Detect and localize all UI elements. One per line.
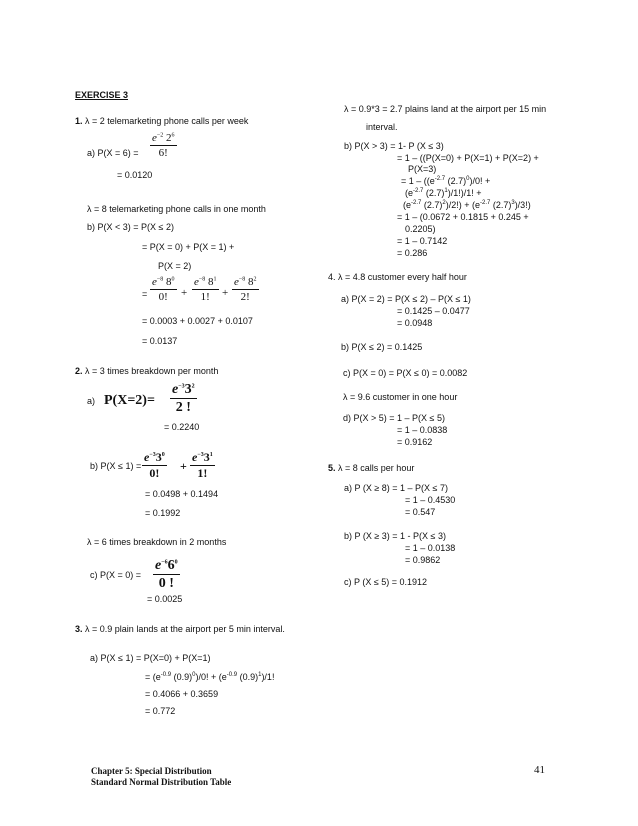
q2a-label: a) (87, 396, 96, 406)
q3-header (75, 624, 285, 635)
q2b-fraction-2: $e^{-3}3^1$ 1! (192, 450, 213, 480)
q4d-line2: = 1 – 0.0838 (397, 425, 448, 435)
q1b-plus-2: + (222, 287, 229, 299)
q2c-label: c) P(X = 0) = (90, 570, 142, 580)
q3a-line1: a) P(X ≤ 1) = P(X=0) + P(X=1) (90, 653, 211, 663)
q4c-line1: c) P(X = 0) = P(X ≤ 0) = 0.0082 (343, 368, 468, 378)
q5-number: 5. (328, 463, 336, 473)
q4b-line1: b) P(X ≤ 2) = 0.1425 (341, 342, 423, 352)
q2a-lhs: P(X=2)= (104, 393, 155, 408)
q4a-line2: = 0.1425 – 0.0477 (397, 306, 470, 316)
q3a-line4: = 0.772 (145, 706, 176, 716)
q3b-line8: 0.2205) (405, 224, 436, 234)
q3-lambda2-cont: interval. (366, 122, 398, 132)
q2-lambda2: λ = 6 times breakdown in 2 months (87, 537, 227, 547)
q4-number: 4. (328, 272, 336, 282)
q4d-line3: = 0.9162 (397, 437, 433, 447)
exercise-title: EXERCISE 3 (75, 90, 129, 100)
q3a-line3: = 0.4066 + 0.3659 (145, 689, 219, 699)
q3b-line9: = 1 – 0.7142 (397, 236, 448, 246)
q3a-line2: = ($e^{-0.9}$ $(0.9)^0)/0$! + ($e^{-0.9}$ $(0.9)^1)/1$! (145, 672, 275, 682)
q1-number: 1. (75, 116, 83, 126)
q3-lambda1: λ = 0.9 plain lands at the airport per 5 min interval. (85, 624, 285, 634)
q2b-sum: = 0.0498 + 0.1494 (145, 489, 219, 499)
q2b-label: b) P(X ≤ 1) = (90, 461, 142, 471)
q5a-line1: a) P (X ≥ 8) = 1 – P(X ≤ 7) (344, 483, 449, 493)
q4-lambda1: λ = 4.8 customer every half hour (338, 272, 467, 282)
q4-lambda2: λ = 9.6 customer in one hour (343, 392, 458, 402)
q1-lambda1: λ = 2 telemarketing phone calls per week (85, 116, 249, 126)
q5b-line2: = 1 – 0.0138 (405, 543, 456, 553)
q3b-line4: = $1 - ((e^{-2.7}$ $(2.7)^0)/0$! + (401, 176, 491, 186)
q2a-fraction: $e^{-3}3^2$ 2 ! (172, 382, 195, 415)
q1b-equals: = (142, 289, 148, 299)
q5c-line1: c) P (X ≤ 5) = 0.1912 (344, 577, 428, 587)
q2c-result: = 0.0025 (147, 594, 183, 604)
q5-lambda1: λ = 8 calls per hour (338, 463, 415, 473)
q2b-fraction-1: $e^{-3}3^0$ 0! (144, 450, 165, 480)
q1b-fraction-2: $e^{-8}$ $8^1$ 1! (194, 276, 217, 303)
q3b-line7: = 1 – (0.0672 + 0.1815 + 0.245 + (397, 212, 529, 222)
q3b-line2: = 1 – ((P(X=0) + P(X=1) + P(X=2) + (397, 153, 539, 163)
q5a-line2: = 1 – 0.4530 (405, 495, 456, 505)
q3-number: 3. (75, 624, 83, 634)
q4-header (328, 272, 467, 283)
q1b-sum: = 0.0003 + 0.0027 + 0.0107 (142, 316, 253, 326)
q5b-line3: = 0.9862 (405, 555, 441, 565)
q1b-line3: P(X = 2) (158, 261, 192, 271)
footer-subtitle: Standard Normal Distribution Table (91, 777, 232, 787)
q1-header (75, 116, 248, 127)
q2-header (75, 366, 218, 377)
q3b-line6: ($e^{-2.7}$ $(2.7)^2)/2!) + (e^{-2.7}$ $(2.7)^3)/3$!) (403, 200, 531, 210)
q1b-line1: b) P(X < 3) = P(X ≤ 2) (87, 222, 174, 232)
q3b-line10: = 0.286 (397, 248, 428, 258)
q3b-line5: ($e^{-2.7}$ $(2.7)^1)/1!)/1$! + (405, 188, 482, 198)
q4a-line1: a) P(X = 2) = P(X ≤ 2) – P(X ≤ 1) (341, 294, 471, 304)
q2-number: 2. (75, 366, 83, 376)
q1b-result: = 0.0137 (142, 336, 178, 346)
q5-header (328, 463, 414, 474)
q2-lambda1: λ = 3 times breakdown per month (85, 366, 219, 376)
q1-lambda2: λ = 8 telemarketing phone calls in one month (87, 204, 266, 214)
q1a-label: a) P(X = 6) = (87, 148, 139, 158)
q3b-line1: b) P(X > 3) = 1- P (X ≤ 3) (344, 141, 444, 151)
q5a-line3: = 0.547 (405, 507, 436, 517)
q2b-result: = 0.1992 (145, 508, 181, 518)
q1b-line2: = P(X = 0) + P(X = 1) + (142, 242, 235, 252)
q1b-fraction-3: $e^{-8}$ $8^2$ 2! (234, 276, 257, 303)
q2a-result: = 0.2240 (164, 422, 200, 432)
q3-lambda2: λ = 0.9*3 = 2.7 plains land at the airport per 15 min (344, 104, 547, 114)
q1b-plus-1: + (181, 287, 188, 299)
q1b-fraction-1: $e^{-8}$ $8^0$ 0! (152, 276, 175, 303)
q2c-fraction: $e^{-6}6^0$ 0 ! (155, 558, 178, 591)
q2b-plus: + (180, 459, 187, 473)
footer-chapter: Chapter 5: Special Distribution (91, 766, 212, 776)
q4a-line3: = 0.0948 (397, 318, 433, 328)
q5b-line1: b) P (X ≥ 3) = 1 - P(X ≤ 3) (344, 531, 446, 541)
q3b-line3: P(X=3) (408, 164, 437, 174)
q1a-fraction: $e^{-2}$ $2^6$ 6! (152, 132, 175, 159)
q1a-result: = 0.0120 (117, 170, 153, 180)
page-number: 41 (534, 764, 545, 776)
q4d-line1: d) P(X > 5) = 1 – P(X ≤ 5) (343, 413, 445, 423)
